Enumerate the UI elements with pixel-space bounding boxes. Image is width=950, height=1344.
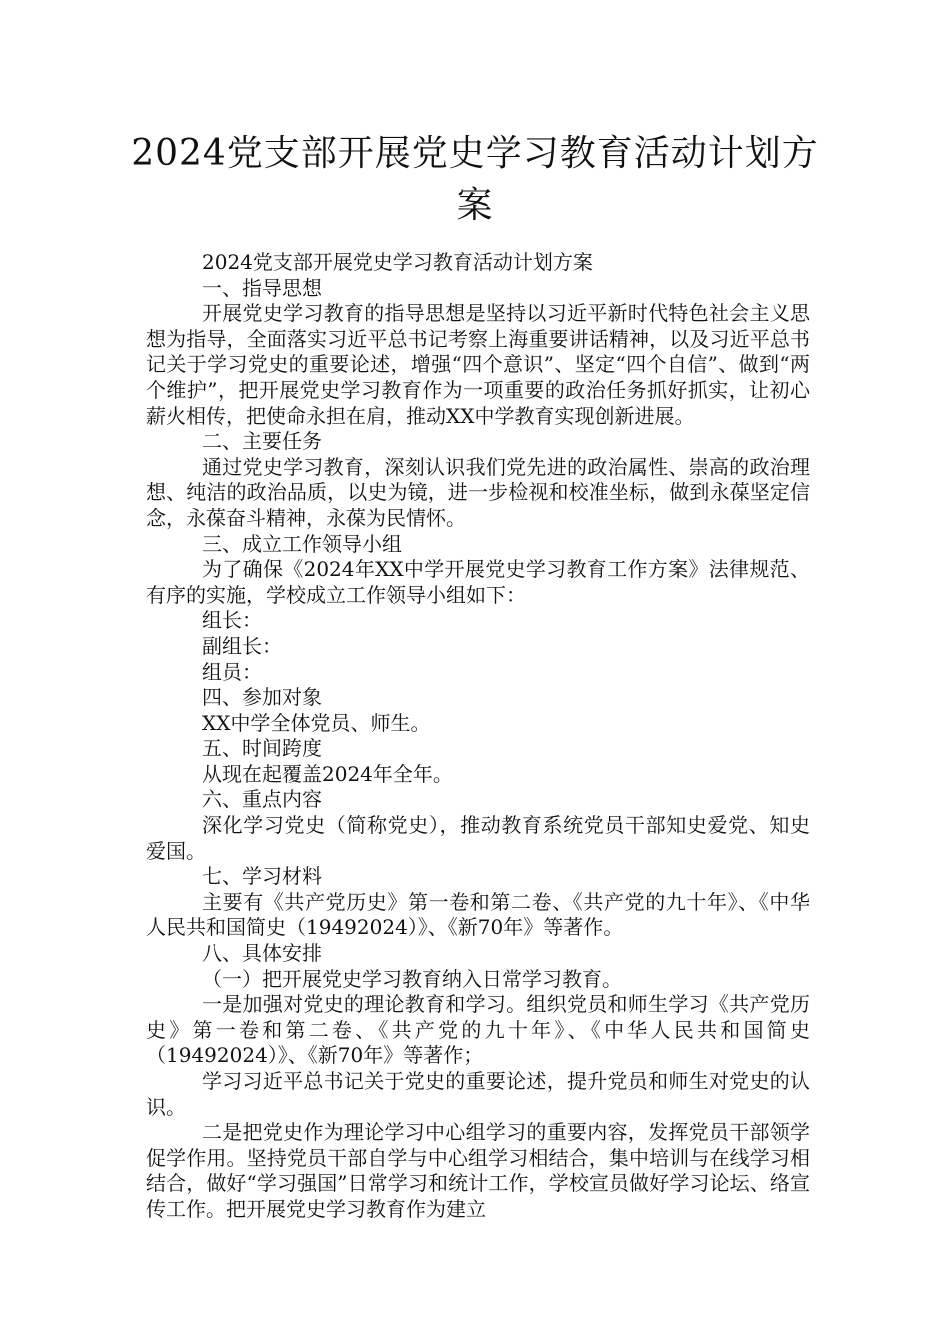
paragraph: 为了确保《2024年XX中学开展党史学习教育工作方案》法律规范、有序的实施，学校成立工作领导小组如下： xyxy=(146,557,810,607)
section-heading: 四、参加对象 xyxy=(202,685,322,710)
section-heading: 八、具体安排 xyxy=(202,941,322,966)
paragraph: 主要有《共产党历史》第一卷和第二卷、《共产党的九十年》、《中华人民共和国简史（19492024）》、《新70年》等著作。 xyxy=(146,889,810,940)
paragraph: 一是加强对党史的理论教育和学习。组织党员和师生学习《共产党历史》第一卷和第二卷、《共产党的九十年》、《中华人民共和国简史（19492024）》、《新70年》等著作； xyxy=(146,992,810,1068)
paragraph: 组长： xyxy=(202,608,262,633)
paragraph: 通过党史学习教育，深刻认识我们党先进的政治属性、崇高的政治理想、纯洁的政治品质，以史为镜，进一步检视和校准坐标，做到永葆坚定信念，永葆奋斗精神，永葆为民情怀。 xyxy=(146,454,810,530)
paragraph: 深化学习党史（简称党史），推动教育系统党员干部知史爱党、知史爱国。 xyxy=(146,813,810,863)
section-heading: 一、指导思想 xyxy=(202,275,322,300)
paragraph: 开展党史学习教育的指导思想是坚持以习近平新时代特色社会主义思想为指导，全面落实习近平总书记考察上海重要讲话精神，以及习近平总书记关于学习党史的重要论述，增强“四个意识”、坚定“四个自信”、做到“两个维护”，把开展党史学习教育作为一项重要的政治任务抓好抓实，让初心薪火相传，把使命永担在肩，推动XX中学教育实现创新进展。 xyxy=(146,301,810,428)
section-heading: 六、重点内容 xyxy=(202,787,322,812)
paragraph: 2024党支部开展党史学习教育活动计划方案 xyxy=(202,250,593,274)
paragraph: （一）把开展党史学习教育纳入日常学习教育。 xyxy=(202,966,622,991)
paragraph: 学习习近平总书记关于党史的重要论述，提升党员和师生对党史的认识。 xyxy=(146,1069,810,1119)
document-title: 2024党支部开展党史学习教育活动计划方案 xyxy=(131,133,819,226)
paragraph: 从现在起覆盖2024年全年。 xyxy=(202,761,453,786)
paragraph: 二是把党史作为理论学习中心组学习的重要内容，发挥党员干部领学促学作用。坚持党员干部自学与中心组学习相结合，集中培训与在线学习相结合，做好“学习强国”日常学习和统计工作，学校宣员做好学习论坛、络宣传工作。把开展党史学习教育作为建立 xyxy=(146,1120,810,1221)
paragraph: 组员： xyxy=(202,659,262,684)
section-heading: 五、时间跨度 xyxy=(202,736,322,761)
paragraph: 副组长： xyxy=(202,633,282,658)
section-heading: 三、成立工作领导小组 xyxy=(202,531,402,556)
paragraph: XX中学全体党员、师生。 xyxy=(202,710,431,735)
section-heading: 二、主要任务 xyxy=(202,429,322,454)
document-body xyxy=(146,250,810,1223)
section-heading: 七、学习材料 xyxy=(202,864,322,889)
